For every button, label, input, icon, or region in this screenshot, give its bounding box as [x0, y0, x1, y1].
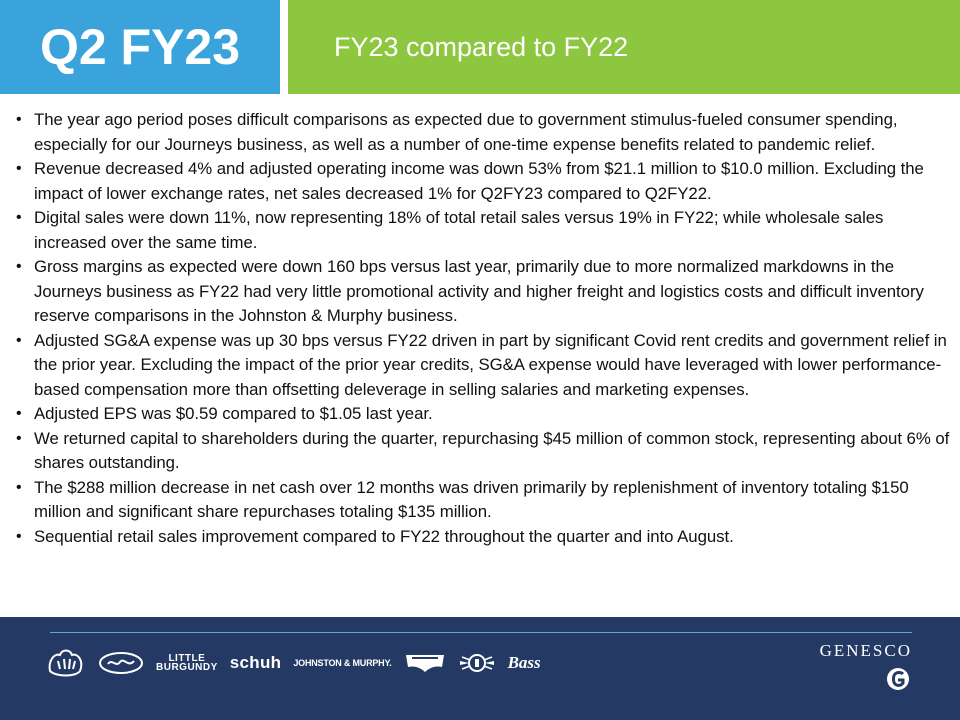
- slide-subtitle: FY23 compared to FY22: [334, 31, 629, 62]
- schuh-logo: schuh: [229, 653, 282, 672]
- bullet-list: [16, 108, 960, 549]
- subtitle-box: [288, 0, 960, 94]
- journeys-logo-icon: [46, 647, 86, 679]
- slide-body: [16, 108, 960, 549]
- johnston-murphy-logo: JOHNSTON & MURPHY.: [293, 658, 392, 668]
- bullet-item: • The $288 million decrease in net cash over 12 months was driven primarily by replenishment of inventory totaling $150 million and significant share repurchases totaling $135 million.: [16, 476, 960, 525]
- genesco-g-icon: [886, 667, 910, 696]
- slide-footer: [0, 617, 960, 720]
- bullet-item: • Revenue decreased 4% and adjusted operating income was down 53% from $21.1 million to $10.0 million. Excluding the impact of lower exchange rates, net sales decreased 1% for Q2FY23 compared to Q2FY22.: [16, 157, 960, 206]
- bullet-item: • Digital sales were down 11%, now representing 18% of total retail sales versus 19% in FY22; while wholesale sales increased over the same time.: [16, 206, 960, 255]
- quarter-title: Q2 FY23: [39, 19, 241, 75]
- journeys-kidz-logo-icon: [98, 650, 144, 676]
- bullet-item: • Gross margins as expected were down 160 bps versus last year, primarily due to more normalized markdowns in the Journeys business as FY22 had very little promotional activity and higher freight and logistics costs and difficult inventory reserve comparisons in the Johnston & Murphy business.: [16, 255, 960, 329]
- quarter-title-box: [0, 0, 280, 94]
- little-burgundy-line2: BURGUNDY: [156, 662, 218, 673]
- bullet-item: • Adjusted EPS was $0.59 compared to $1.05 last year.: [16, 402, 960, 427]
- bullet-item: • The year ago period poses difficult comparisons as expected due to government stimulus-fueled consumer spending, especially for our Journeys business, as well as a number of one-time expense benefits related to pandemic relief.: [16, 108, 960, 157]
- dockers-logo-icon: [458, 647, 496, 679]
- bullet-item: • Adjusted SG&A expense was up 30 bps versus FY22 driven in part by significant Covid rent credits and government relief in the prior year. Excluding the impact of the prior year credits, SG&A expense would have leveraged with lower performance-based compensation more than offsetting deleverage in selling salaries and marketing expenses.: [16, 329, 960, 403]
- little-burgundy-line1: LITTLE: [168, 653, 206, 664]
- slide-header: [0, 0, 960, 94]
- genesco-wordmark: GENESCO: [819, 641, 912, 660]
- little-burgundy-logo: [156, 654, 218, 672]
- header-divider: [280, 0, 288, 94]
- bass-logo: Bass: [507, 653, 541, 672]
- bullet-item: • We returned capital to shareholders during the quarter, repurchasing $45 million of common stock, representing about 6% of shares outstanding.: [16, 427, 960, 476]
- brand-logos: [46, 645, 553, 681]
- levis-logo-icon: [404, 653, 446, 673]
- bullet-item: • Sequential retail sales improvement compared to FY22 throughout the quarter and into August.: [16, 525, 960, 550]
- footer-divider: [50, 632, 912, 633]
